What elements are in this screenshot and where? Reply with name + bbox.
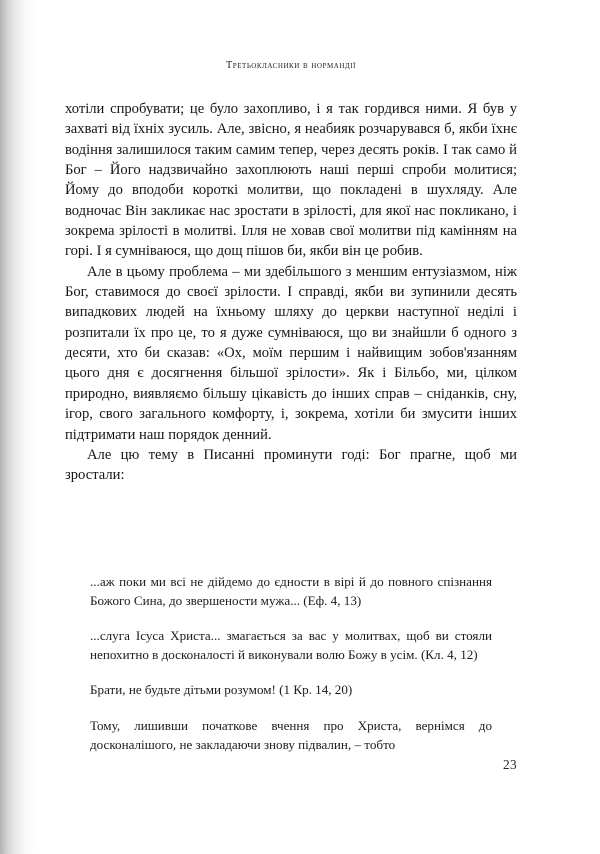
- blockquote-colossians: ...слуга Ісуса Христа... змагається за вас у молитвах, щоб ви стояли непохитно в досконалості й виконували волю Божу в усім. (Кл. 4, 12): [90, 628, 492, 662]
- page-number: 23: [503, 757, 517, 772]
- blockquote-corinthians: Брати, не будьте дітьми розумом! (1 Кр. 14, 20): [90, 682, 353, 698]
- page-content-column: [65, 0, 517, 854]
- blockquote-ephesians: ...аж поки ми всі не дійдемо до єдности в вірі й до повного спізнання Божого Сина, до звершености мужа... (Еф. 4, 13): [90, 574, 492, 608]
- paragraph-1: хотіли спробувати; це було захопливо, і я так гордився ними. Я був у захваті від їхніх зусиль. Але, звісно, я неабияк розчарувався б, якби їхнє водіння залишилося таким самим тепер, через десять років. І так само й Бог – Його надзвичайно захоплюють наші перші спроби молитися; Йому до вподоби короткі молитви, що покладені в шухляду. Але водночас Він закликає нас зростати в зрілості, для якої нас покликано, і зокрема зрілості в молитві. Ілля не ховав свої молитви під камінням на горі. І я сумніваюся, що дощ пішов би, якби він це робив.: [65, 101, 517, 260]
- blockquote-hebrews: Тому, лишивши початкове вчення про Христа, вернімся до досконалішого, не закладаючи знову підвалин, – тобто: [90, 717, 492, 752]
- scripture-quote-group: [90, 573, 492, 754]
- running-header: Третьокласники в нормандії: [225, 60, 357, 71]
- paragraph-3: Але цю тему в Писанні проминути годі: Бог прагне, щоб ми зростали:: [65, 446, 517, 484]
- body-text-block: [65, 99, 517, 486]
- paragraph-2: Але в цьому проблема – ми здебільшого з меншим ентузіазмом, ніж Бог, ставимося до своєї зрілости. І справді, якби ви зупинили десять випадкових людей на їхньому шляху до церкви наступної неділі і розпитали їх про це, то я дуже сумніваюся, що ви знайшли б одного з десяти, хто би сказав: «Ох, моїм першим і найвищим зобов'язанням цього дня є досягнення більшої зрілости». Як і Більбо, ми, цілком природно, виявляємо більшу цікавість до інших справ – сніданків, сну, ігор, свого загального комфорту, і, зокрема, хотіли би змусити інших підтримати наш порядок денний.: [65, 263, 517, 443]
- page-binding-shadow: [0, 0, 46, 854]
